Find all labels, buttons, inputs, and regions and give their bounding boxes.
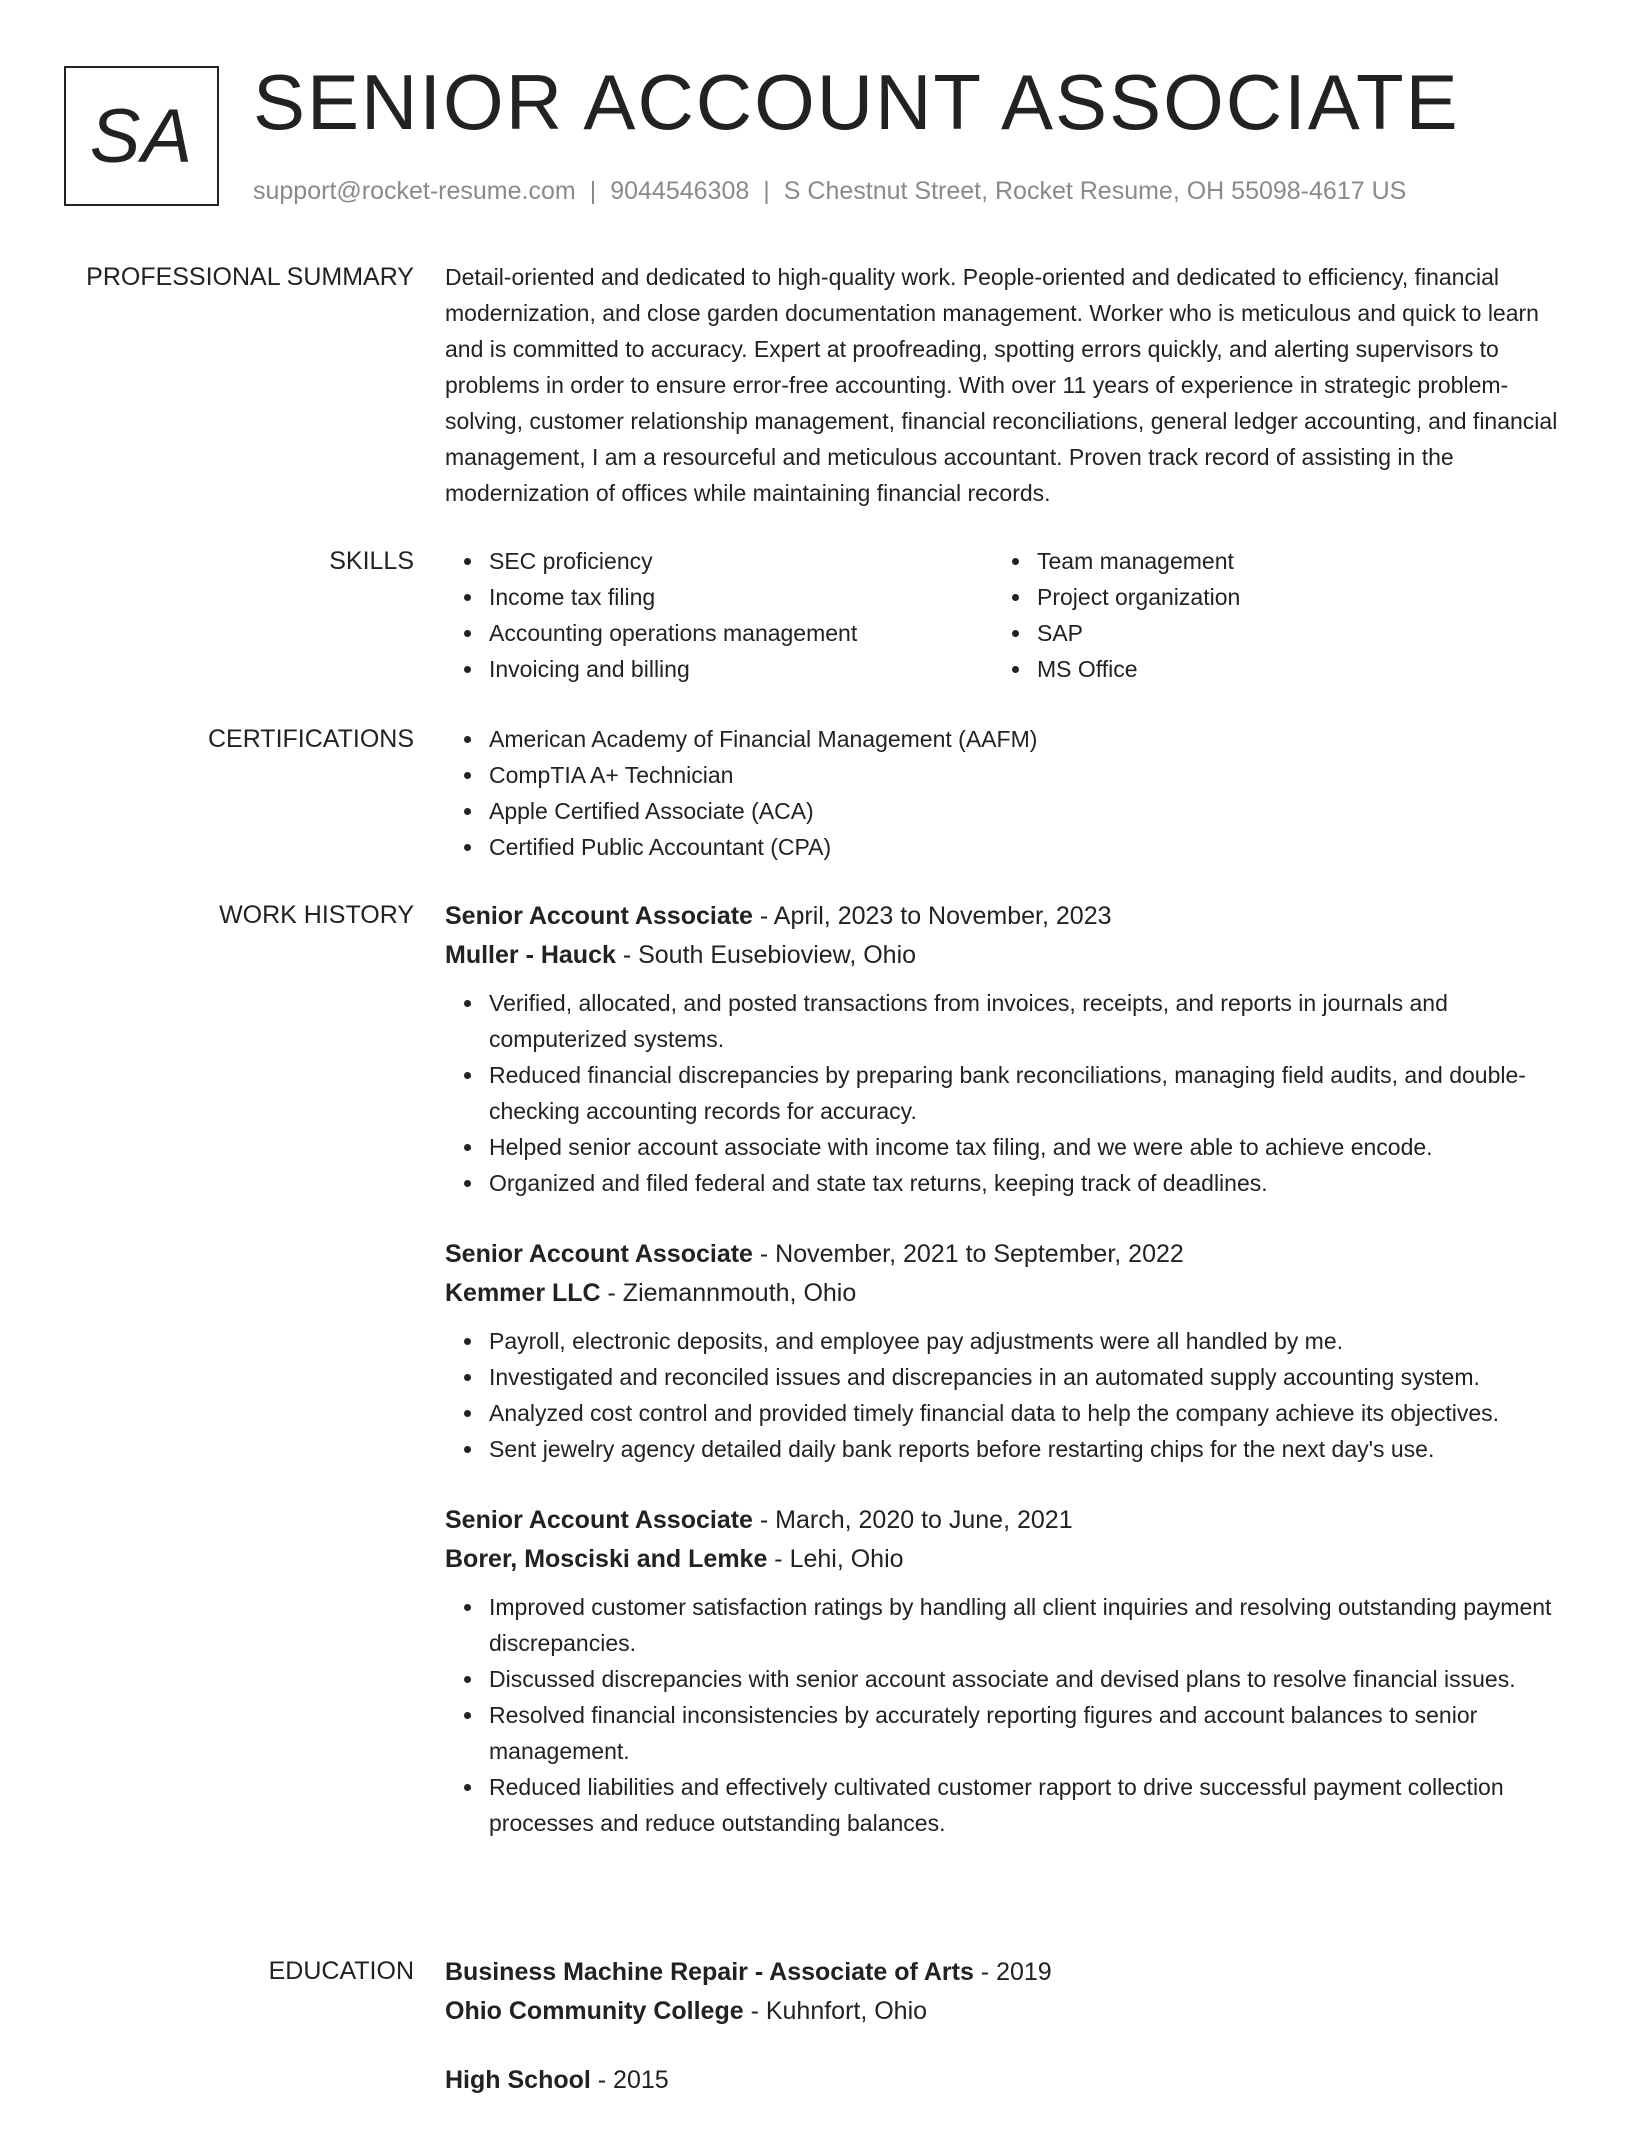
job-company: Borer, Mosciski and Lemke	[445, 1545, 768, 1573]
job-dates: - March, 2020 to June, 2021	[752, 1506, 1073, 1534]
work-history-body	[445, 897, 1565, 1875]
job-title: Senior Account Associate	[445, 1506, 753, 1534]
job-title: Senior Account Associate	[445, 902, 753, 930]
job-entry	[445, 1501, 1565, 1841]
summary-text: Detail-oriented and dedicated to high-quality work. People-oriented and dedicated to efficiency, financial modernization, and close garden documentation management. Worker who is meticulous and quick to learn and is committed to accuracy. Expert at proofreading, spotting errors quickly, and alerting supervisors to problems in order to ensure error-free accounting. With over 11 years of experience in strategic problem-solving, customer relationship management, financial reconciliations, general ledger accounting, and financial management, I am a resourceful and meticulous accountant. Proven track record of assisting in the modernization of offices while maintaining financial records.	[445, 264, 1558, 506]
contact-email: support@rocket-resume.com	[253, 177, 576, 205]
education-school: Ohio Community College	[445, 1997, 744, 2025]
section-label-skills: SKILLS	[329, 547, 414, 575]
skill-item: Invoicing and billing	[489, 651, 993, 687]
skills-column-right	[993, 543, 1541, 687]
job-location: - Ziemannmouth, Ohio	[600, 1279, 857, 1307]
job-dates: - November, 2021 to September, 2022	[752, 1240, 1184, 1268]
certification-item: Apple Certified Associate (ACA)	[489, 793, 1565, 829]
section-label-certifications: CERTIFICATIONS	[207, 725, 414, 753]
job-bullet: Helped senior account associate with income tax filing, and we were able to achieve encode.	[489, 1129, 1565, 1165]
summary-body	[445, 259, 1565, 511]
section-label-work-history: WORK HISTORY	[219, 901, 414, 929]
job-company: Kemmer LLC	[445, 1279, 601, 1307]
skill-item: Team management	[1037, 543, 1541, 579]
job-bullet: Organized and filed federal and state tax returns, keeping track of deadlines.	[489, 1165, 1565, 1201]
education-degree-line	[445, 1953, 1565, 1992]
contact-phone: 9044546308	[610, 177, 750, 205]
skill-item: Income tax filing	[489, 579, 993, 615]
education-degree: Business Machine Repair - Associate of Arts	[445, 1958, 974, 1986]
education-year: - 2019	[973, 1958, 1052, 1986]
skill-item: SEC proficiency	[489, 543, 993, 579]
job-title-line	[445, 1235, 1565, 1274]
education-location: - Kuhnfort, Ohio	[743, 1997, 928, 2025]
job-title-line	[445, 1501, 1565, 1540]
education-year: - 2015	[590, 2066, 669, 2094]
education-body	[445, 1953, 1565, 2130]
job-bullet: Verified, allocated, and posted transactions from invoices, receipts, and reports in journals and computerized systems.	[489, 985, 1565, 1057]
skill-item: SAP	[1037, 615, 1541, 651]
contact-line	[253, 176, 1406, 206]
job-bullet: Investigated and reconciled issues and discrepancies in an automated supply accounting system.	[489, 1359, 1565, 1395]
certification-item: Certified Public Accountant (CPA)	[489, 829, 1565, 865]
job-bullet: Sent jewelry agency detailed daily bank reports before restarting chips for the next day's use.	[489, 1431, 1565, 1467]
job-bullet: Discussed discrepancies with senior account associate and devised plans to resolve financial issues.	[489, 1661, 1565, 1697]
job-bullet: Reduced liabilities and effectively cultivated customer rapport to drive successful payment collection processes and reduce outstanding balances.	[489, 1769, 1565, 1841]
job-company: Muller - Hauck	[445, 941, 616, 969]
education-degree-line	[445, 2061, 1565, 2100]
job-bullet: Improved customer satisfaction ratings by handling all client inquiries and resolving outstanding payment discrepancies.	[489, 1589, 1565, 1661]
section-label-education: EDUCATION	[268, 1957, 414, 1985]
job-company-line	[445, 936, 1565, 975]
skill-item: MS Office	[1037, 651, 1541, 687]
job-bullet: Resolved financial inconsistencies by accurately reporting figures and account balances to senior management.	[489, 1697, 1565, 1769]
education-entry	[445, 1953, 1565, 2031]
job-entry	[445, 897, 1565, 1201]
skills-body	[445, 543, 1565, 687]
contact-separator: |	[589, 177, 597, 205]
skills-column-left	[445, 543, 993, 687]
job-title-line	[445, 897, 1565, 936]
job-bullet: Payroll, electronic deposits, and employee pay adjustments were all handled by me.	[489, 1323, 1565, 1359]
education-entry	[445, 2061, 1565, 2100]
education-degree: High School	[445, 2066, 591, 2094]
job-entry	[445, 1235, 1565, 1467]
job-bullet: Analyzed cost control and provided timely financial data to help the company achieve its objectives.	[489, 1395, 1565, 1431]
job-bullet: Reduced financial discrepancies by preparing bank reconciliations, managing field audits, and double-checking accounting records for accuracy.	[489, 1057, 1565, 1129]
job-title: Senior Account Associate	[445, 1240, 753, 1268]
job-company-line	[445, 1274, 1565, 1313]
skill-item: Project organization	[1037, 579, 1541, 615]
skill-item: Accounting operations management	[489, 615, 993, 651]
section-label-summary: PROFESSIONAL SUMMARY	[86, 263, 414, 291]
job-company-line	[445, 1540, 1565, 1579]
resume-title: SENIOR ACCOUNT ASSOCIATE	[253, 58, 1460, 146]
contact-separator: |	[763, 177, 770, 205]
job-location: - South Eusebioview, Ohio	[615, 941, 917, 969]
monogram-logo: SA	[64, 66, 219, 206]
job-dates: - April, 2023 to November, 2023	[752, 902, 1112, 930]
job-location: - Lehi, Ohio	[767, 1545, 904, 1573]
contact-address: S Chestnut Street, Rocket Resume, OH 55098-4617 US	[783, 177, 1407, 205]
certification-item: American Academy of Financial Management (AAFM)	[489, 721, 1565, 757]
certifications-body	[445, 721, 1565, 865]
certification-item: CompTIA A+ Technician	[489, 757, 1565, 793]
education-school-line	[445, 1992, 1565, 2031]
